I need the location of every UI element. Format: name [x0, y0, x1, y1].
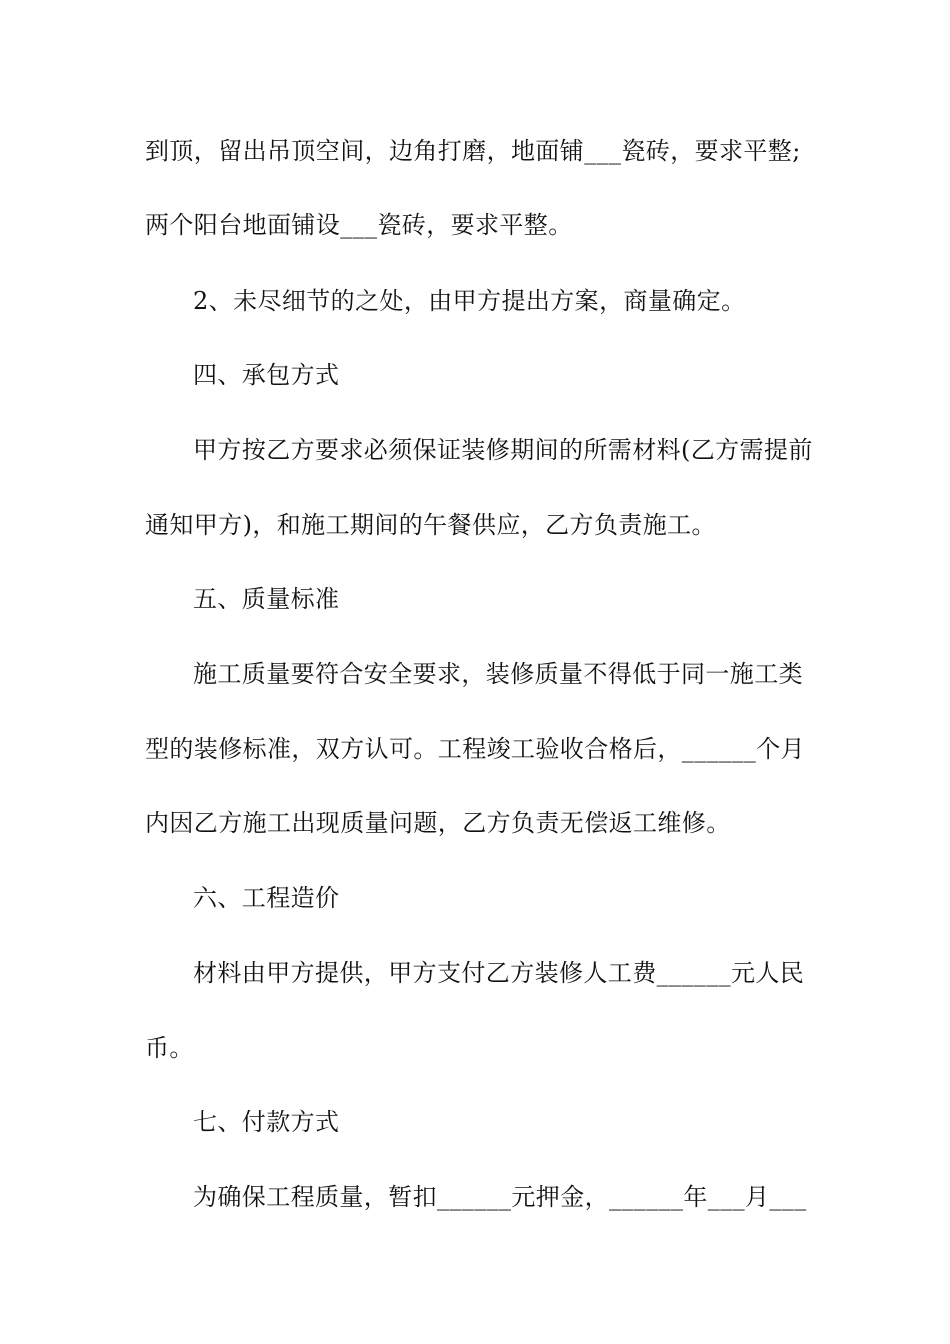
section-heading: 六、工程造价 — [193, 884, 340, 912]
paragraph-line: 甲方按乙方要求必须保证装修期间的所需材料(乙方需提前 — [193, 436, 813, 464]
paragraph-line: 材料由甲方提供，甲方支付乙方装修人工费______元人民 — [193, 959, 805, 987]
paragraph-line: 两个阳台地面铺设___瓷砖，要求平整。 — [145, 211, 573, 239]
paragraph-line: 施工质量要符合安全要求，装修质量不得低于同一施工类 — [193, 660, 803, 688]
paragraph-line: 型的装修标准，双方认可。工程竣工验收合格后，______个月 — [145, 735, 805, 763]
paragraph-line: 2、未尽细节的之处，由甲方提出方案，商量确定。 — [193, 287, 746, 315]
paragraph-line: 币。 — [145, 1034, 194, 1062]
section-heading: 七、付款方式 — [193, 1108, 340, 1136]
paragraph-line: 为确保工程质量，暂扣______元押金，______年___月___ — [193, 1183, 807, 1211]
section-heading: 五、质量标准 — [193, 585, 340, 613]
paragraph-line: 内因乙方施工出现质量问题，乙方负责无偿返工维修。 — [145, 809, 731, 837]
paragraph-line: 到顶，留出吊顶空间，边角打磨，地面铺___瓷砖，要求平整; — [145, 137, 801, 165]
paragraph-line: 通知甲方)，和施工期间的午餐供应，乙方负责施工。 — [145, 511, 716, 539]
section-heading: 四、承包方式 — [193, 361, 340, 389]
